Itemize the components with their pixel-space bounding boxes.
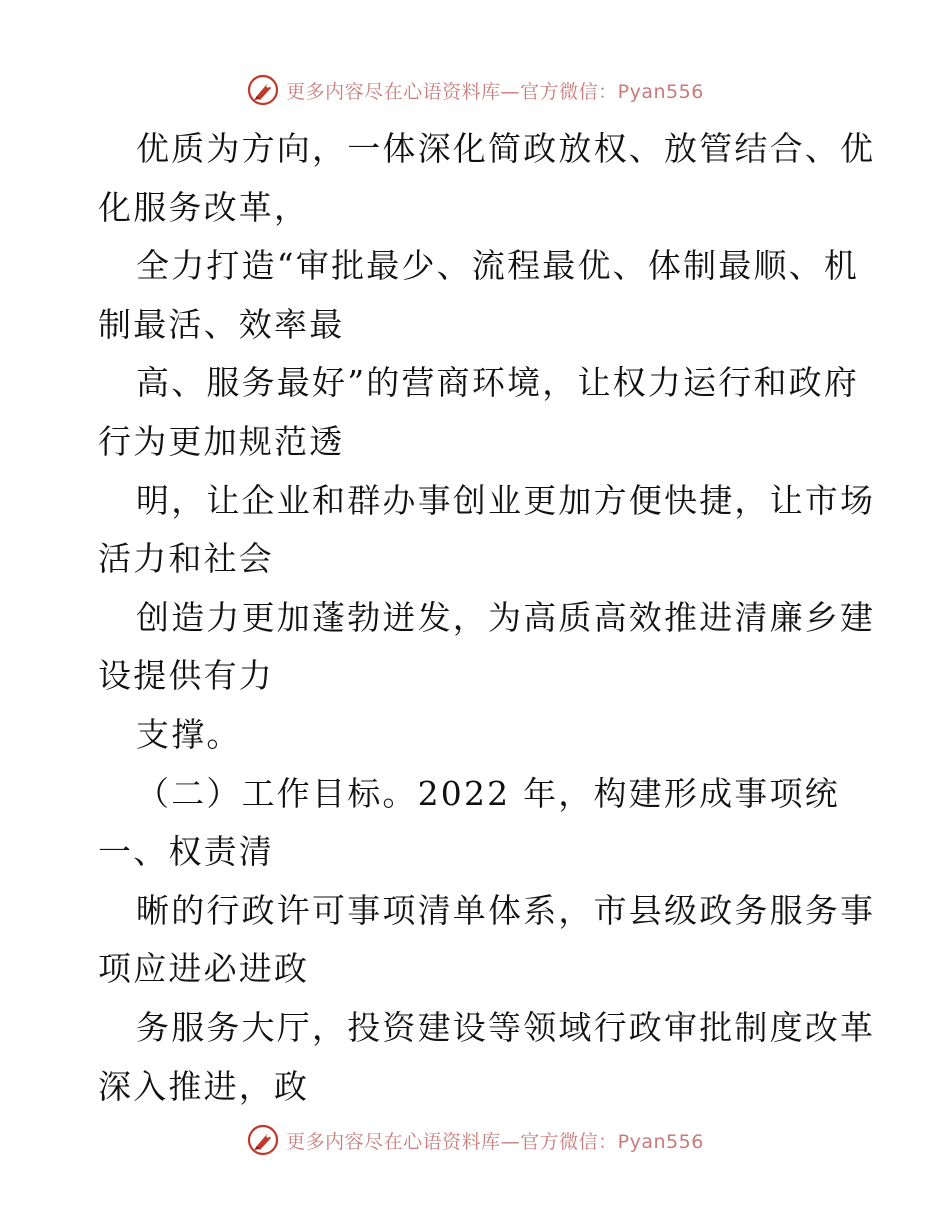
body-text-line: 务服务大厅，投资建设等领域行政审批制度改革 — [136, 1007, 876, 1047]
body-text-line: 化服务改革， — [98, 187, 310, 227]
document-body — [98, 120, 876, 1116]
pen-nib-logo-icon — [246, 1123, 280, 1157]
body-text-line: 支撑。 — [136, 714, 242, 754]
footer-banner-text: 更多内容尽在心语资料库—官方微信：Pyan556 — [286, 1130, 704, 1153]
body-text-line: 全力打造“审批最少、流程最优、体制最顺、机 — [136, 246, 860, 286]
body-text-line: 项应进必进政 — [98, 949, 310, 989]
body-text-line: 明，让企业和群办事创业更加方便快捷，让市场 — [136, 480, 876, 520]
pen-nib-logo-icon — [246, 73, 280, 107]
body-text-line: （二）工作目标。2022 年，构建形成事项统 — [136, 773, 840, 813]
header-banner — [0, 68, 950, 112]
body-text-line: 行为更加规范透 — [98, 421, 345, 461]
body-text-line: 制最活、效率最 — [98, 304, 345, 344]
body-text-line: 优质为方向，一体深化简政放权、放管结合、优 — [136, 129, 876, 168]
body-text-line: 深入推进，政 — [98, 1066, 310, 1106]
body-text-line: 晰的行政许可事项清单体系，市县级政务服务事 — [136, 890, 876, 930]
body-text-line: 高、服务最好”的营商环境，让权力运行和政府 — [136, 363, 860, 403]
body-text-line: 活力和社会 — [98, 539, 274, 579]
footer-banner — [0, 1118, 950, 1162]
body-text-line: 创造力更加蓬勃迸发，为高质高效推进清廉乡建 — [136, 597, 876, 637]
body-text-line: 设提供有力 — [98, 656, 274, 696]
body-text-line: 一、权责清 — [98, 832, 274, 872]
header-banner-text: 更多内容尽在心语资料库—官方微信：Pyan556 — [286, 80, 704, 103]
